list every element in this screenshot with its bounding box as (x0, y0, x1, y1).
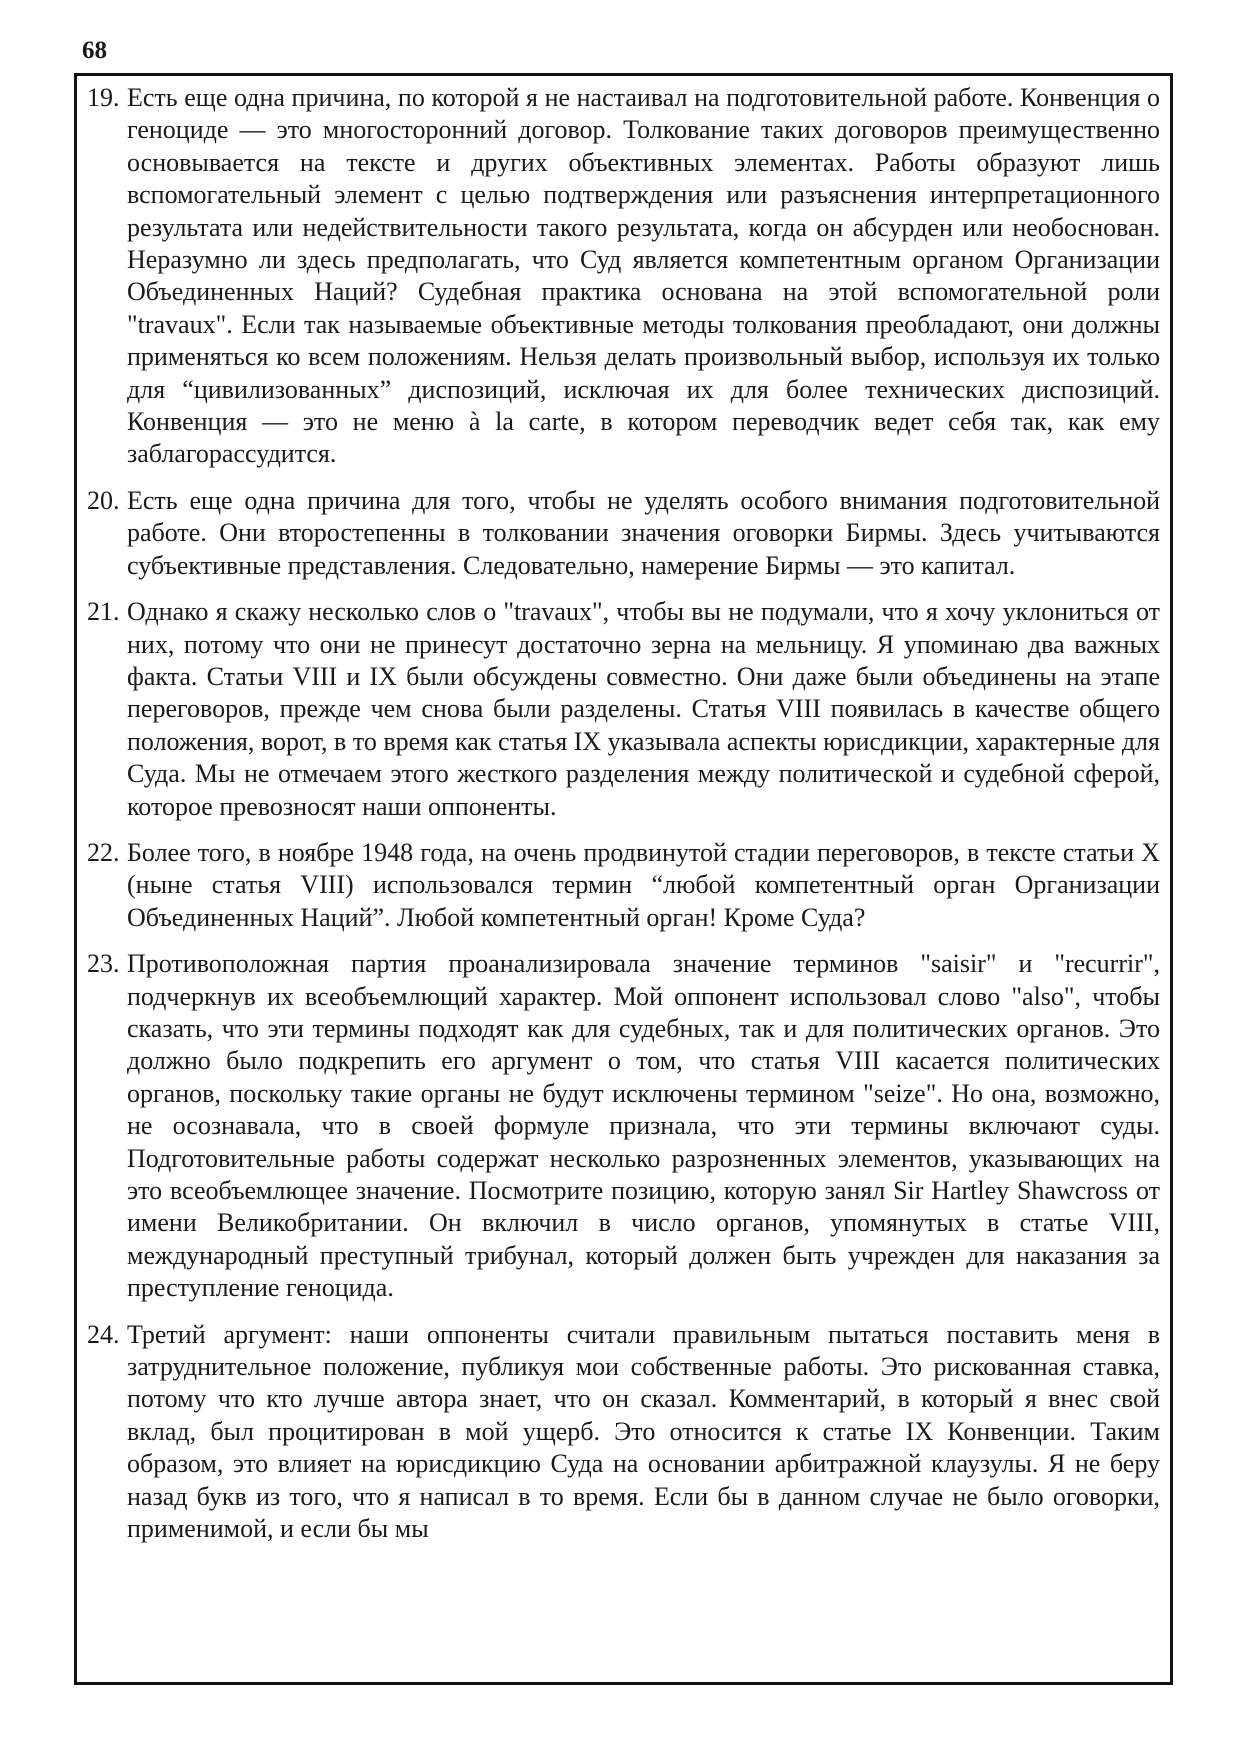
paragraph-text: Противоположная партия проанализировала значение терминов "saisir" и "recurrir", подчеркнув их всеобъемлющий характер. Мой оппонент использовал слово "also", чтобы сказать, что эти термины подходят как для судебных, так и для политических органов. Это должно было подкрепить его аргумент о том, что статья VIII касается политических органов, поскольку такие органы не будут исключены термином "seize". Но она, возможно, не осознавала, что в своей формуле признала, что эти термины включают суды. Подготовительные работы содержат несколько разрозненных элементов, указывающих на это всеобъемлющее значение. Посмотрите позицию, которую занял Sir Hartley Shawcross от имени Великобритании. Он включил в число органов, упомянутых в статье VIII, международный преступный трибунал, который должен быть учрежден для наказания за преступление геноцида. (127, 949, 1160, 1303)
paragraph-24 (87, 1319, 1160, 1546)
paragraph-number: 19. (87, 83, 120, 112)
paragraph-text: Третий аргумент: наши оппоненты считали правильным пытаться поставить меня в затруднительное положение, публикуя мои собственные работы. Это рискованная ставка, потому что кто лучше автора знает, что он сказал. Комментарий, в который я внес свой вклад, был процитирован в мой ущерб. Это относится к статье IX Конвенции. Таким образом, это влияет на юрисдикцию Суда на основании арбитражной клаузулы. Я не беру назад букв из того, что я написал в то время. Если бы в данном случае не было оговорки, применимой, и если бы мы (127, 1319, 1160, 1544)
paragraph-number: 20. (87, 485, 120, 515)
paragraph-number: 24. (87, 1319, 120, 1349)
paragraph-21 (87, 596, 1160, 823)
page-number: 68 (82, 37, 107, 64)
paragraph-text: Однако я скажу несколько слов о "travaux", чтобы вы не подумали, что я хочу уклониться от них, потому что они не принесут достаточно зерна на мельницу. Я упоминаю два важных факта. Статьи VIII и IX были обсуждены совместно. Они даже были объединены на этапе переговоров, прежде чем снова были разделены. Статья VIII появилась в качестве общего положения, ворот, в то время как статья IX указывала аспекты юрисдикции, характерные для Суда. Мы не отмечаем этого жесткого разделения между политической и судебной сферой, которое превозносят наши оппоненты. (127, 597, 1160, 821)
paragraph-23 (87, 948, 1160, 1304)
paragraph-19 (87, 82, 1160, 471)
paragraph-20 (87, 485, 1160, 582)
paragraph-number: 22. (87, 837, 120, 867)
paragraph-number: 21. (87, 597, 120, 627)
paragraph-22 (87, 837, 1160, 934)
paragraph-text: Есть еще одна причина, по которой я не настаивал на подготовительной работе. Конвенция о геноциде — это многосторонний договор. Толкование таких договоров преимущественно основывается на тексте и других объективных элементах. Работы образуют лишь вспомогательный элемент с целью подтверждения или разъяснения интерпретационного результата или недействительности такого результата, когда он абсурден или необоснован. Неразумно ли здесь предполагать, что Суд является компетентным органом Организации Объединенных Наций? Судебная практика основана на этой вспомогательной роли "travaux". Если так называемые объективные методы толкования преобладают, они должны применяться ко всем положениям. Нельзя делать произвольный выбор, используя их только для “цивилизованных” диспозиций, исключая их для более технических диспозиций. Конвенция — это не меню à la carte, в котором переводчик ведет себя так, как ему заблагорассудится. (127, 83, 1160, 469)
paragraph-text: Более того, в ноябре 1948 года, на очень продвинутой стадии переговоров, в тексте статьи X (ныне статья VIII) использовался термин “любой компетентный орган Организации Объединенных Наций”. Любой компетентный орган! Кроме Суда? (127, 837, 1160, 932)
text-frame (74, 73, 1173, 1685)
paragraph-number: 23. (87, 949, 120, 979)
paragraph-text: Есть еще одна причина для того, чтобы не уделять особого внимания подготовительной работе. Они второстепенны в толковании значения оговорки Бирмы. Здесь учитываются субъективные представления. Следовательно, намерение Бирмы — это капитал. (127, 485, 1160, 580)
